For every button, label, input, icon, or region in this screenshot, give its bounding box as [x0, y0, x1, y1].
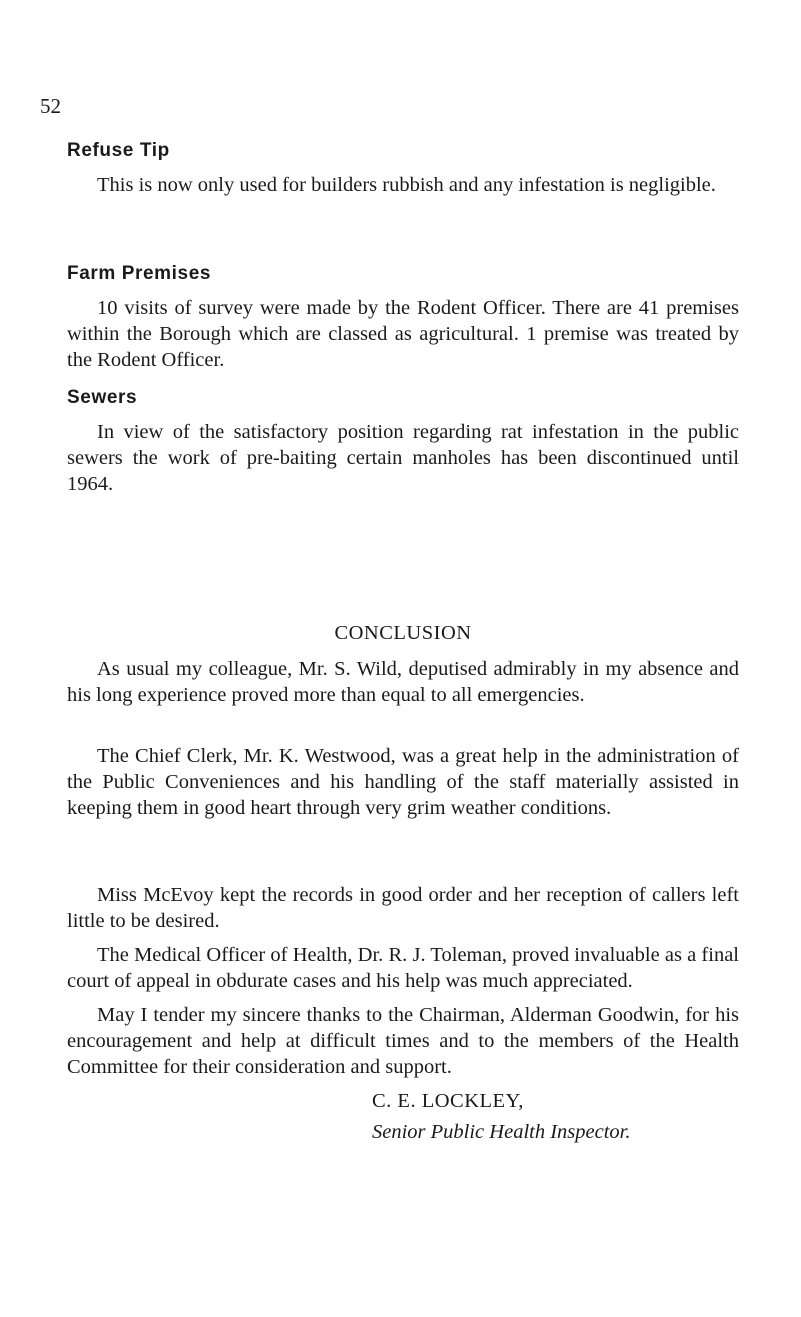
paragraph-conclusion-3: Miss McEvoy kept the records in good order and her reception of callers left little to be desired. — [67, 884, 739, 932]
paragraph-sewers: In view of the satisfactory position regarding rat infestation in the public sewers the work of pre-baiting certain manholes has been discontinued until 1964. — [67, 421, 739, 495]
heading-sewers: Sewers — [67, 387, 138, 408]
paragraph-refuse-tip: This is now only used for builders rubbish and any infestation is negligible. — [97, 174, 716, 196]
page-number: 52 — [40, 94, 61, 118]
paragraph-conclusion-2: The Chief Clerk, Mr. K. Westwood, was a great help in the administration of the Public Conveniences and his handling of the staff materially assisted in keeping them in good heart through very grim weather conditions. — [67, 745, 739, 819]
paragraph-conclusion-1: As usual my colleague, Mr. S. Wild, deputised admirably in my absence and his long experience proved more than equal to all emergencies. — [67, 658, 739, 706]
paragraph-conclusion-5: May I tender my sincere thanks to the Chairman, Alderman Goodwin, for his encouragement and help at difficult times and to the members of the Health Committee for their consideration and support. — [67, 1004, 739, 1078]
heading-farm-premises: Farm Premises — [67, 263, 212, 284]
heading-refuse-tip: Refuse Tip — [67, 140, 170, 161]
signature-title: Senior Public Health Inspector. — [372, 1121, 631, 1143]
signature-name: C. E. LOCKLEY, — [372, 1090, 524, 1112]
paragraph-conclusion-4: The Medical Officer of Health, Dr. R. J. Toleman, proved invaluable as a final court of appeal in obdurate cases and his help was much appreciated. — [67, 944, 739, 992]
heading-conclusion: CONCLUSION — [334, 622, 472, 644]
paragraph-farm-premises: 10 visits of survey were made by the Rodent Officer. There are 41 premises within the Borough which are classed as agricultural. 1 premise was treated by the Rodent Officer. — [67, 297, 739, 371]
